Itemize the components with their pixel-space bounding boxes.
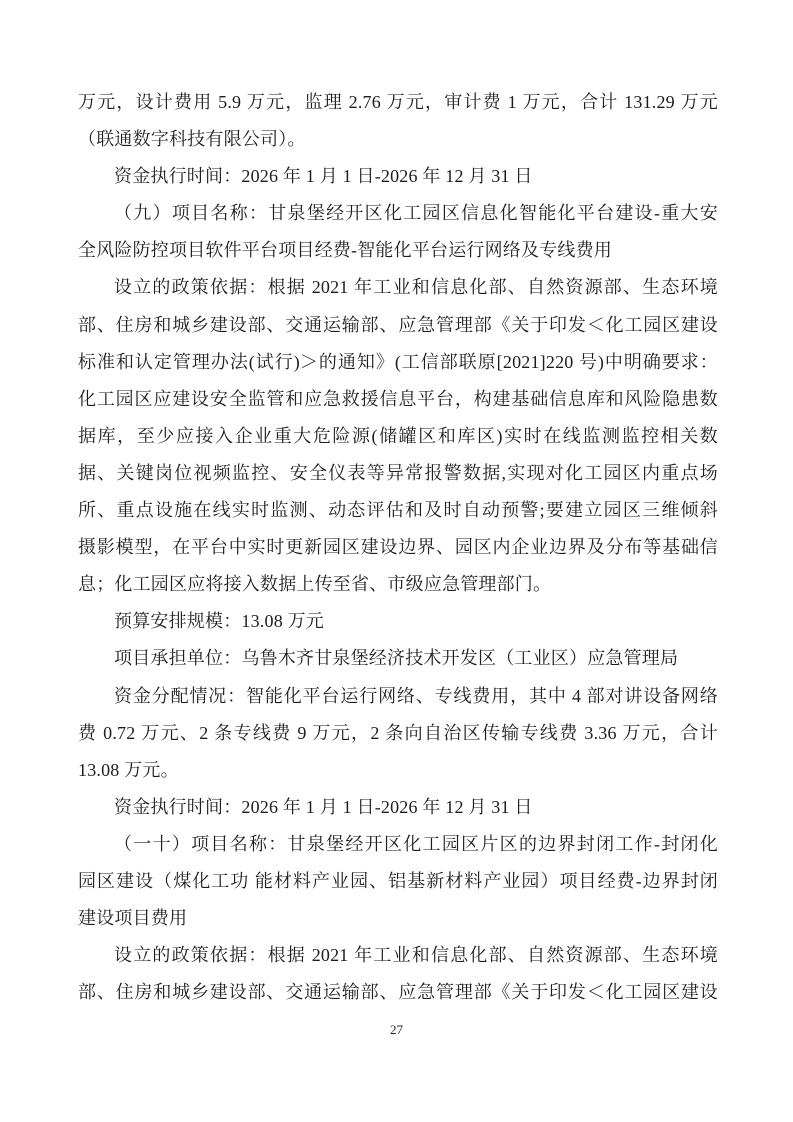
text-line: 费 0.72 万元、2 条专线费 9 万元，2 条向自治区传输专线费 3.36 万元，合计 [78, 722, 718, 743]
text-line: 资金执行时间：2026 年 1 月 1 日-2026 年 12 月 31 日 [114, 796, 533, 817]
text-line: 万元，设计费用 5.9 万元，监理 2.76 万元，审计费 1 万元，合计 131.29 万元 [78, 92, 718, 112]
text-line: 园区建设（煤化工功 能材料产业园、铝基新材料产业园）项目经费-边界封闭 [78, 870, 718, 891]
text-line: 项目承担单位：乌鲁木齐甘泉堡经济技术开发区（工业区）应急管理局 [114, 648, 679, 669]
text-line: 资金分配情况：智能化平台运行网络、专线费用，其中 4 部对讲设备网络 [114, 685, 718, 706]
text-line: 标准和认定管理办法(试行)＞的通知》(工信部联原[2021]220 号)中明确要求： [78, 351, 718, 372]
text-line: 建设项目费用 [78, 908, 188, 929]
text-line: 全风险防控项目软件平台项目经费-智能化平台运行网络及专线费用 [78, 240, 612, 261]
text-line: 资金执行时间：2026 年 1 月 1 日-2026 年 12 月 31 日 [114, 166, 533, 187]
text-line: 设立的政策依据：根据 2021 年工业和信息化部、自然资源部、生态环境 [114, 945, 718, 966]
text-line: 摄影模型，在平台中实时更新园区建设边界、园区内企业边界及分布等基础信 [78, 537, 718, 558]
text-line: （一十）项目名称：甘泉堡经开区化工园区片区的边界封闭工作-封闭化 [114, 833, 718, 854]
page-number: 27 [390, 1022, 403, 1037]
text-line: 设立的政策依据：根据 2021 年工业和信息化部、自然资源部、生态环境 [114, 277, 718, 298]
text-line: （联通数字科技有限公司）。 [78, 129, 306, 150]
text-line: 化工园区应建设安全监管和应急救援信息平台，构建基础信息库和风险隐患数 [78, 388, 718, 409]
text-line: （九）项目名称：甘泉堡经开区化工园区信息化智能化平台建设-重大安 [114, 203, 718, 224]
text-line: 据库，至少应接入企业重大危险源(储罐区和库区)实时在线监测监控相关数 [78, 425, 718, 446]
text-line: 部、住房和城乡建设部、交通运输部、应急管理部《关于印发＜化工园区建设 [78, 982, 718, 1003]
document-body [78, 84, 718, 1011]
text-line: 息；化工园区应将接入数据上传至省、市级应急管理部门。 [78, 574, 552, 595]
text-line: 预算安排规模：13.08 万元 [114, 611, 324, 632]
text-line: 13.08 万元。 [78, 759, 179, 780]
text-line: 所、重点设施在线实时监测、动态评估和及时自动预警;要建立园区三维倾斜 [78, 500, 718, 521]
text-line: 据、关键岗位视频监控、安全仪表等异常报警数据,实现对化工园区内重点场 [78, 462, 718, 483]
text-line: 部、住房和城乡建设部、交通运输部、应急管理部《关于印发＜化工园区建设 [78, 314, 718, 335]
